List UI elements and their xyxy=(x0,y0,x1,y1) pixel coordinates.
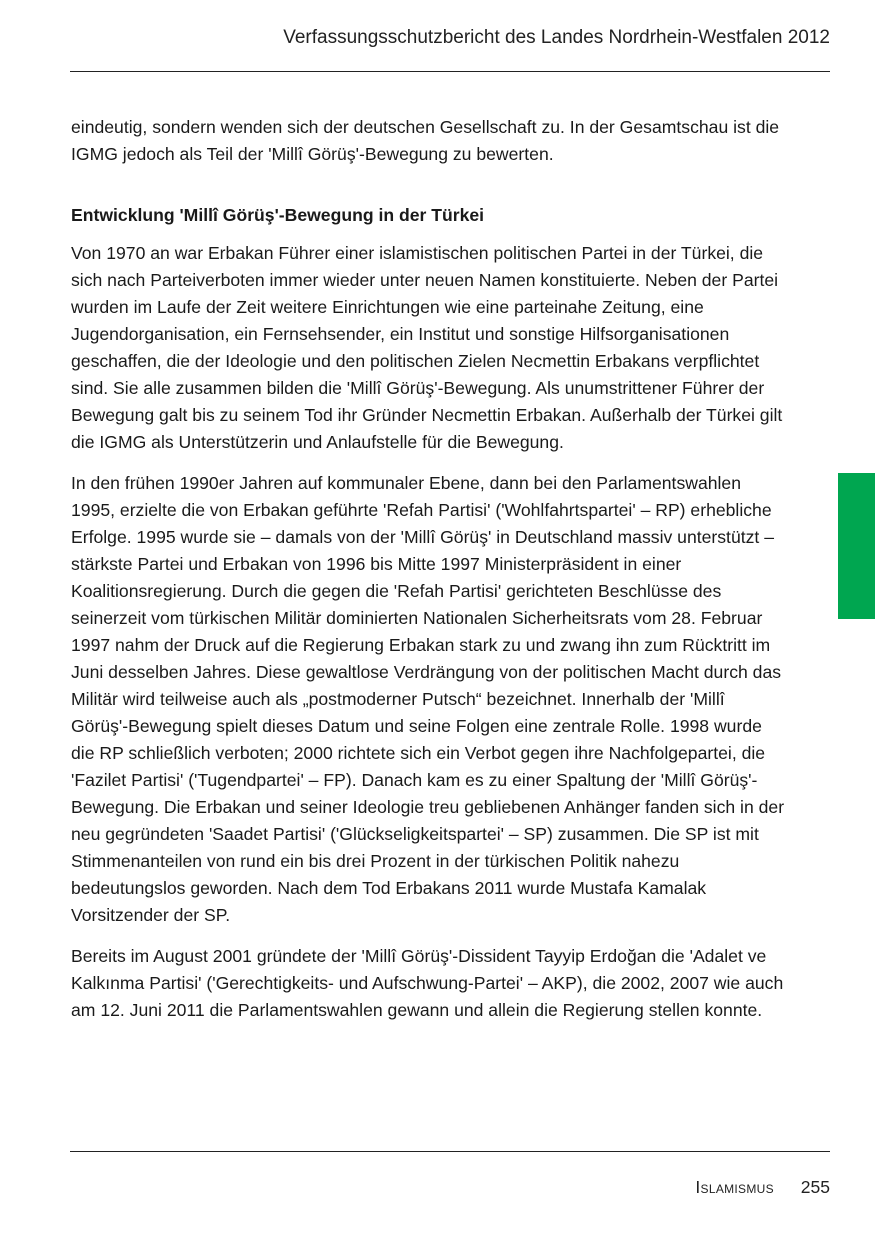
intro-paragraph: eindeutig, sondern wenden sich der deutschen Gesellschaft zu. In der Gesamtschau ist die IGMG jedoch als Teil der 'Millî Görüş'-Bewegung zu bewerten. xyxy=(71,117,780,164)
footer-divider xyxy=(70,1151,830,1152)
header-divider xyxy=(70,71,830,72)
body-paragraph: In den frühen 1990er Jahren auf kommunaler Ebene, dann bei den Parlamentswahlen 1995, erzielte die von Erbakan geführte 'Refah Partisi' ('Wohlfahrtspartei' – RP) erhebliche Erfolge. 1995 wurde sie – damals von der 'Millî Görüş' in Deutschland massiv unterstützt – stärkste Partei und Erbakan von 1996 bis Mitte 1997 Ministerpräsident in einer Koalitionsregierung. Durch die gegen die 'Refah Partisi' gerichteten Beschlüsse des seinerzeit vom türkischen Militär dominierten Nationalen Sicherheitsrats vom 28. Februar 1997 nahm der Druck auf die Regierung Erbakan stark zu und zwang ihn zum Rücktritt im Juni desselben Jahres. Diese gewaltlose Verdrängung von der politischen Macht durch das Militär wird teilweise auch als „postmoderner Putsch“ bezeichnet. Innerhalb der 'Millî Görüş'-Bewegung spielt dieses Datum und seine Folgen eine zentrale Rolle. 1998 wurde die RP schließlich verboten; 2000 richtete sich ein Verbot gegen ihre Nachfolgepartei, die 'Fazilet Partisi' ('Tugendpartei' – FP). Danach kam es zu einer Spaltung der 'Millî Görüş'-Bewegung. Die Erbakan und seiner Ideologie treu gebliebenen Anhänger fanden sich in der neu gegründeten 'Saadet Partisi' ('Glückseligkeitspartei' – SP) zusammen. Die SP ist mit Stimmenanteilen von rund ein bis drei Prozent in der türkischen Politik nahezu bedeutungslos geworden. Nach dem Tod Erbakans 2011 wurde Mustafa Kamalak Vorsitzender der SP. xyxy=(71,473,785,925)
page-footer xyxy=(695,1175,830,1199)
chapter-thumb-tab xyxy=(838,473,875,619)
footer-section-name: Islamismus xyxy=(695,1177,774,1197)
body-paragraph: Von 1970 an war Erbakan Führer einer islamistischen politischen Partei in der Türkei, die sich nach Parteiverboten immer wieder unter neuen Namen konstituierte. Neben der Partei wurden im Laufe der Zeit weitere Einrichtungen wie eine parteinahe Zeitung, eine Jugendorganisation, ein Fernsehsender, ein Institut und sonstige Hilfsorganisationen geschaffen, die der Ideologie und den politischen Zielen Necmettin Erbakans verpflichtet sind. Sie alle zusammen bilden die 'Millî Görüş'-Bewegung. Als unumstrittener Führer der Bewegung galt bis zu seinem Tod ihr Gründer Necmettin Erbakan. Außerhalb der Türkei gilt die IGMG als Unterstützerin und Anlaufstelle für die Bewegung. xyxy=(71,243,783,452)
body-paragraph: Bereits im August 2001 gründete der 'Millî Görüş'-Dissident Tayyip Erdoğan die 'Adalet ve Kalkınma Partisi' ('Gerechtigkeits- und Aufschwung-Partei' – AKP), die 2002, 2007 wie auch am 12. Juni 2011 die Parlamentswahlen gewann und allein die Regierung stellen konnte. xyxy=(71,946,784,1020)
section-heading: Entwicklung 'Millî Görüş'-Bewegung in der Türkei xyxy=(71,205,485,225)
running-header: Verfassungsschutzbericht des Landes Nordrhein-Westfalen 2012 xyxy=(283,27,830,48)
page-number: 255 xyxy=(800,1177,830,1197)
main-content xyxy=(71,114,786,1038)
